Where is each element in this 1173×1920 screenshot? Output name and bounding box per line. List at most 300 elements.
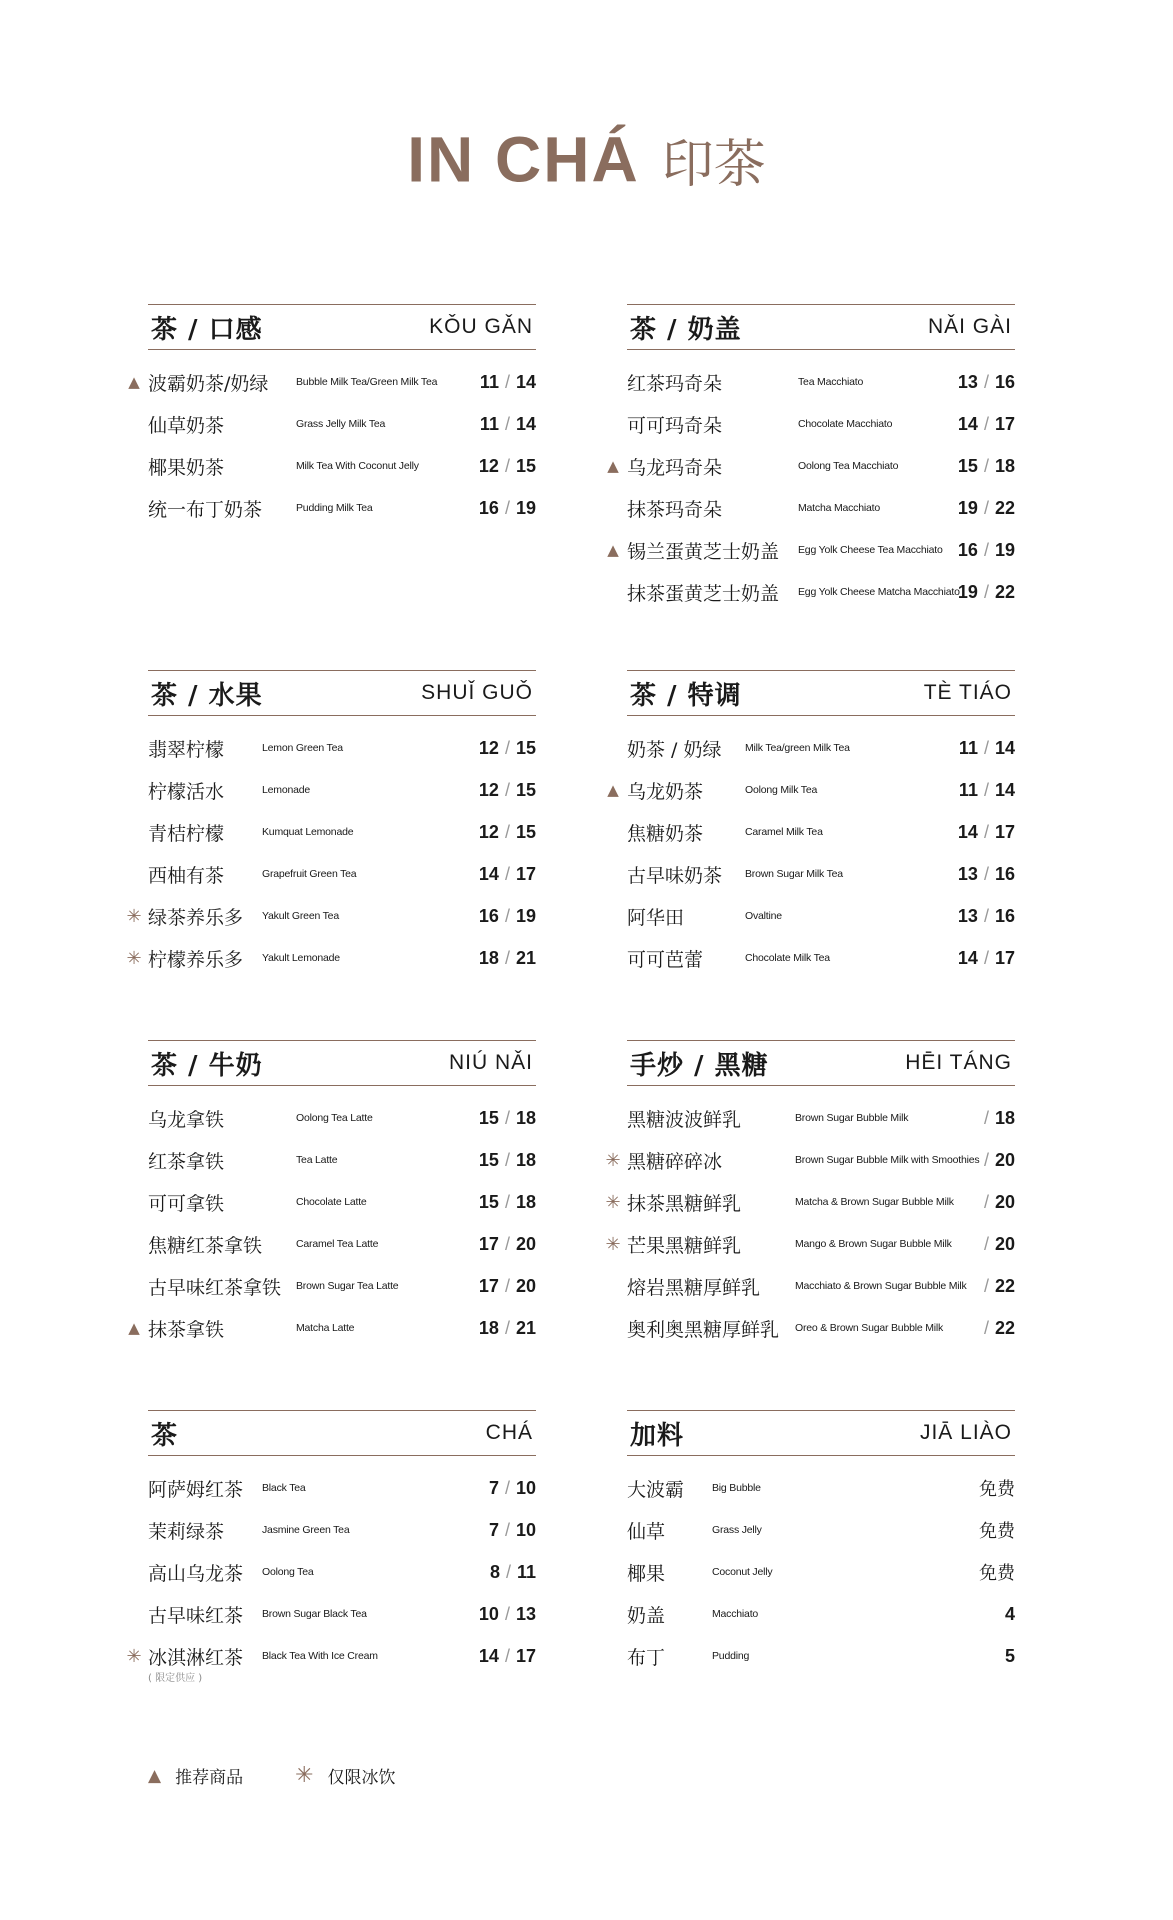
item-name-zh: 抹茶蛋黄芝士奶盖 [627, 582, 780, 605]
price-large: 14 [515, 413, 536, 434]
item-name-zh: 古早味红茶拿铁 [148, 1276, 282, 1299]
price-separator: / [504, 905, 510, 926]
menu-section [128, 1040, 536, 1349]
ice-only-icon: ✳ [605, 1233, 621, 1255]
price-separator: / [504, 821, 510, 842]
item-name-en: Bubble Milk Tea/Green Milk Tea [296, 376, 438, 388]
price-large: 14 [515, 371, 536, 392]
menu-item [627, 1467, 1015, 1509]
item-name-zh: 奶茶 / 奶绿 [627, 738, 722, 761]
menu-section [607, 304, 1015, 613]
item-name-en: Big Bubble [712, 1482, 761, 1494]
section-pinyin: JIĀ LIÀO [919, 1421, 1012, 1444]
ice-only-icon: ✳ [126, 947, 142, 969]
price-large: 18 [515, 1191, 536, 1212]
item-price [958, 540, 1015, 561]
item-note: ( 限定供应 ) [148, 1673, 203, 1684]
menu-item [148, 1509, 536, 1551]
item-name-en: Coconut Jelly [712, 1566, 773, 1578]
item-name-en: Black Tea With Ice Cream [262, 1650, 378, 1662]
price-regular: 12 [478, 821, 499, 842]
menu-item [148, 1467, 536, 1509]
item-name-en: Grass Jelly Milk Tea [296, 418, 386, 430]
menu-item [627, 487, 1015, 529]
price-regular: 14 [957, 947, 978, 968]
item-name-en: Oolong Tea [262, 1566, 314, 1578]
item-name-zh: 古早味红茶 [148, 1604, 244, 1627]
price-separator: / [983, 1107, 989, 1128]
item-price [958, 456, 1015, 477]
menu-item [148, 487, 536, 529]
price-separator: / [505, 1561, 511, 1582]
price-separator: / [983, 821, 989, 842]
price-regular: 11 [479, 371, 499, 392]
section-title: 茶 / 特调 [630, 680, 742, 711]
price-separator: / [983, 455, 989, 476]
item-name-en: Grapefruit Green Tea [262, 868, 357, 880]
menu-section [128, 304, 536, 529]
price-separator: / [504, 947, 510, 968]
price-large: 10 [515, 1477, 536, 1498]
recommended-icon: ▲ [607, 457, 619, 475]
menu-item [605, 1181, 1015, 1223]
item-name-zh: 可可拿铁 [148, 1192, 225, 1215]
item-name-en: Tea Macchiato [798, 376, 864, 388]
price-regular: 14 [478, 863, 499, 884]
recommended-icon: ▲ [148, 1765, 162, 1786]
price-large: 20 [994, 1233, 1015, 1254]
price-regular: 14 [957, 413, 978, 434]
menu-item [148, 811, 536, 853]
item-price [958, 582, 1015, 603]
item-name-zh: 柠檬养乐多 [148, 948, 244, 971]
price-separator: / [504, 1603, 510, 1624]
item-price [490, 1562, 536, 1583]
item-name-en: Milk Tea With Coconut Jelly [296, 460, 419, 472]
item-name-en: Brown Sugar Bubble Milk [795, 1112, 909, 1124]
item-price [978, 1108, 1015, 1129]
price-regular: 13 [957, 863, 978, 884]
menu-item [627, 361, 1015, 403]
price-separator: / [983, 737, 989, 758]
price-large: 22 [994, 1317, 1015, 1338]
price-separator: / [983, 413, 989, 434]
item-name-zh: 抹茶黑糖鲜乳 [627, 1192, 742, 1215]
item-name-en: Matcha Macchiato [798, 502, 881, 514]
item-price [978, 1150, 1015, 1171]
item-name-en: Yakult Green Tea [262, 910, 339, 922]
item-price [958, 906, 1015, 927]
section-pinyin: CHÁ [485, 1421, 533, 1444]
price-large: 21 [515, 947, 536, 968]
price-large: 22 [994, 497, 1015, 518]
item-name-en: Macchiato [712, 1608, 759, 1620]
item-price [959, 780, 1015, 801]
item-price: 免费 [979, 1521, 1015, 1542]
menu-item [126, 895, 536, 937]
price-regular: 18 [478, 1317, 499, 1338]
menu-item [605, 1139, 1015, 1181]
menu-item [148, 1223, 536, 1265]
item-name-zh: 布丁 [627, 1646, 666, 1669]
section-pinyin: KǑU GǍN [429, 315, 533, 338]
item-name-zh: 冰淇淋红茶 [148, 1646, 244, 1669]
item-name-en: Pudding [712, 1650, 750, 1662]
price-large: 22 [994, 1275, 1015, 1296]
item-name-en: Tea Latte [296, 1154, 338, 1166]
menu-section [627, 1410, 1015, 1677]
item-price: 免费 [979, 1563, 1015, 1584]
item-name-en: Chocolate Macchiato [798, 418, 893, 430]
item-name-en: Ovaltine [745, 910, 782, 922]
price-large: 22 [994, 581, 1015, 602]
section-pinyin: TÈ TIÁO [923, 681, 1012, 704]
price-large: 18 [515, 1149, 536, 1170]
menu-item [605, 1223, 1015, 1265]
item-name-zh: 红茶玛奇朵 [627, 372, 723, 395]
item-price [959, 738, 1015, 759]
item-price [958, 948, 1015, 969]
price-regular: 11 [958, 779, 978, 800]
item-price [479, 822, 536, 843]
price-separator: / [983, 947, 989, 968]
item-name-en: Oolong Milk Tea [745, 784, 818, 796]
section-header [148, 304, 536, 350]
price-separator: / [504, 863, 510, 884]
item-name-zh: 仙草 [627, 1520, 666, 1543]
price-separator: / [983, 1317, 989, 1338]
legend-item [295, 1763, 395, 1788]
menu-item [148, 1097, 536, 1139]
item-name-zh: 乌龙奶茶 [627, 780, 704, 803]
item-price [978, 1192, 1015, 1213]
price-large: 13 [515, 1603, 536, 1624]
item-name-zh: 绿茶养乐多 [148, 906, 244, 929]
price-separator: / [504, 1519, 510, 1540]
item-name-zh: 古早味奶茶 [627, 864, 723, 887]
price-large: 10 [515, 1519, 536, 1540]
price-separator: / [504, 1645, 510, 1666]
item-name-zh: 翡翠柠檬 [148, 738, 225, 761]
item-price [479, 456, 536, 477]
price-separator: / [983, 905, 989, 926]
item-name-en: Caramel Milk Tea [745, 826, 823, 838]
item-name-zh: 阿萨姆红茶 [148, 1478, 244, 1501]
menu-item [148, 403, 536, 445]
item-price [489, 1520, 536, 1541]
item-price [480, 414, 536, 435]
item-price [479, 1604, 536, 1625]
item-name-en: Lemonade [262, 784, 311, 796]
item-price [479, 906, 536, 927]
price-regular: 14 [478, 1645, 499, 1666]
item-name-en: Egg Yolk Cheese Tea Macchiato [798, 544, 943, 556]
price-regular: 16 [957, 539, 978, 560]
item-name-en: Pudding Milk Tea [296, 502, 373, 514]
menu-section [607, 670, 1015, 979]
item-name-en: Chocolate Milk Tea [745, 952, 830, 964]
item-price [958, 498, 1015, 519]
item-name-en: Grass Jelly [712, 1524, 762, 1536]
menu-item [627, 1509, 1015, 1551]
price-separator: / [983, 539, 989, 560]
price-separator: / [504, 737, 510, 758]
price-large: 17 [994, 413, 1015, 434]
menu-item [148, 1551, 536, 1593]
item-name-en: Lemon Green Tea [262, 742, 343, 754]
item-name-zh: 芒果黑糖鲜乳 [627, 1234, 742, 1257]
section-header [627, 670, 1015, 716]
item-name-en: Caramel Tea Latte [296, 1238, 379, 1250]
price-separator: / [504, 779, 510, 800]
price-large: 19 [515, 497, 536, 518]
price-separator: / [983, 581, 989, 602]
item-price [479, 1150, 536, 1171]
ice-only-icon: ✳ [126, 1645, 142, 1667]
price-regular: 17 [478, 1275, 499, 1296]
item-price [489, 1478, 536, 1499]
menu-item [148, 1593, 536, 1635]
price-large: 20 [515, 1233, 536, 1254]
item-name-zh: 奶盖 [627, 1604, 666, 1627]
menu-item [627, 1307, 1015, 1349]
menu-item [128, 361, 536, 403]
section-header [148, 670, 536, 716]
price-regular: 13 [957, 371, 978, 392]
item-name-en: Egg Yolk Cheese Matcha Macchiato [798, 586, 960, 598]
price-separator: / [983, 497, 989, 518]
menu-item [627, 571, 1015, 613]
item-name-zh: 统一布丁奶茶 [148, 498, 263, 521]
recommended-icon: ▲ [128, 1319, 140, 1337]
item-price: 5 [1004, 1645, 1015, 1666]
price-separator: / [983, 1191, 989, 1212]
price-separator: / [504, 1233, 510, 1254]
item-price [479, 780, 536, 801]
brand-logo [0, 122, 1173, 197]
price-regular: 14 [957, 821, 978, 842]
menu-item [627, 811, 1015, 853]
menu-item [627, 853, 1015, 895]
item-name-zh: 西柚有茶 [148, 864, 225, 887]
menu-item [148, 727, 536, 769]
ice-only-icon: ✳ [605, 1191, 621, 1213]
section-pinyin: HĒI TÁNG [905, 1051, 1012, 1074]
price-separator: / [983, 1275, 989, 1296]
section-title: 茶 [151, 1420, 179, 1451]
price-large: 14 [994, 737, 1015, 758]
item-name-zh: 抹茶玛奇朵 [627, 498, 723, 521]
item-price: 4 [1004, 1603, 1015, 1624]
item-name-zh: 黑糖波波鲜乳 [627, 1108, 742, 1131]
price-separator: / [983, 779, 989, 800]
item-name-zh: 焦糖奶茶 [627, 822, 704, 845]
price-large: 15 [515, 779, 536, 800]
section-title: 茶 / 牛奶 [151, 1050, 263, 1081]
section-pinyin: NIÚ NǍI [448, 1051, 533, 1074]
item-name-zh: 仙草奶茶 [148, 414, 225, 437]
ice-only-icon: ✳ [605, 1149, 621, 1171]
price-separator: / [983, 1233, 989, 1254]
menu-section [605, 1040, 1015, 1349]
price-regular: 16 [478, 905, 499, 926]
item-name-en: Oolong Tea Macchiato [798, 460, 899, 472]
logo-cjk: 印茶 [661, 135, 766, 195]
price-regular: 15 [478, 1149, 499, 1170]
price-regular: 19 [957, 497, 978, 518]
item-price [958, 822, 1015, 843]
item-name-zh: 高山乌龙茶 [148, 1562, 244, 1585]
item-name-zh: 可可芭蕾 [627, 948, 704, 971]
price-large: 19 [515, 905, 536, 926]
menu-item [627, 937, 1015, 979]
price-regular: 15 [478, 1191, 499, 1212]
item-price [978, 1276, 1015, 1297]
price-large: 16 [994, 863, 1015, 884]
item-price [479, 1276, 536, 1297]
item-name-zh: 焦糖红茶拿铁 [148, 1234, 263, 1257]
menu-item [627, 1265, 1015, 1307]
logo-latin: IN CHÁ [407, 123, 640, 196]
item-name-zh: 椰果 [627, 1562, 666, 1585]
item-name-en: Matcha Latte [296, 1322, 355, 1334]
item-name-zh: 熔岩黑糖厚鲜乳 [627, 1276, 761, 1299]
item-name-en: Brown Sugar Milk Tea [745, 868, 843, 880]
ice-only-icon: ✳ [126, 905, 142, 927]
menu-item [126, 1635, 536, 1684]
price-separator: / [504, 1317, 510, 1338]
item-price [480, 372, 536, 393]
item-name-zh: 抹茶拿铁 [148, 1318, 225, 1341]
menu-item [148, 1139, 536, 1181]
item-price [958, 372, 1015, 393]
price-regular: 15 [957, 455, 978, 476]
menu-item [607, 529, 1015, 571]
menu-item [627, 403, 1015, 445]
menu-item [607, 445, 1015, 487]
item-name-en: Mango & Brown Sugar Bubble Milk [795, 1238, 952, 1250]
price-large: 11 [516, 1561, 536, 1582]
item-price [479, 1192, 536, 1213]
item-name-en: Macchiato & Brown Sugar Bubble Milk [795, 1280, 967, 1292]
item-name-zh: 黑糖碎碎冰 [627, 1150, 723, 1173]
price-regular: 11 [479, 413, 499, 434]
item-name-zh: 乌龙玛奇朵 [627, 456, 723, 479]
price-large: 20 [994, 1149, 1015, 1170]
menu-section [126, 670, 536, 979]
item-name-en: Kumquat Lemonade [262, 826, 354, 838]
section-title: 茶 / 口感 [151, 314, 263, 345]
item-name-zh: 乌龙拿铁 [148, 1108, 225, 1131]
price-regular: 13 [957, 905, 978, 926]
section-title: 茶 / 奶盖 [630, 314, 742, 345]
item-price [958, 864, 1015, 885]
price-regular: 15 [478, 1107, 499, 1128]
price-separator: / [504, 1477, 510, 1498]
price-regular: 7 [488, 1477, 499, 1498]
section-title: 茶 / 水果 [151, 680, 263, 711]
price-large: 21 [515, 1317, 536, 1338]
price-separator: / [504, 455, 510, 476]
price-large: 15 [515, 455, 536, 476]
price-regular: 19 [957, 581, 978, 602]
legend-item [148, 1763, 243, 1788]
section-pinyin: NǍI GÀI [927, 315, 1012, 338]
price-separator: / [504, 413, 510, 434]
price-large: 17 [994, 821, 1015, 842]
price-regular: 7 [488, 1519, 499, 1540]
item-name-en: Brown Sugar Bubble Milk with Smoothies [795, 1154, 980, 1166]
section-header [627, 1040, 1015, 1086]
item-name-zh: 波霸奶茶/奶绿 [148, 372, 269, 395]
price-large: 19 [994, 539, 1015, 560]
item-name-en: Chocolate Latte [296, 1196, 367, 1208]
price-large: 18 [994, 455, 1015, 476]
item-name-en: Yakult Lemonade [262, 952, 340, 964]
item-name-en: Black Tea [262, 1482, 306, 1494]
item-price: 免费 [979, 1479, 1015, 1500]
section-header [148, 1410, 536, 1456]
menu-item [627, 1097, 1015, 1139]
item-name-en: Brown Sugar Tea Latte [296, 1280, 399, 1292]
item-name-zh: 茉莉绿茶 [148, 1520, 225, 1543]
section-header [627, 1410, 1015, 1456]
price-regular: 12 [478, 455, 499, 476]
recommended-icon: ▲ [607, 781, 619, 799]
menu-section [126, 1410, 536, 1684]
price-separator: / [504, 1191, 510, 1212]
price-large: 17 [515, 1645, 536, 1666]
item-price [958, 414, 1015, 435]
item-price [479, 1318, 536, 1339]
item-name-zh: 青桔柠檬 [148, 822, 225, 845]
price-separator: / [504, 1107, 510, 1128]
price-regular: 12 [478, 779, 499, 800]
price-large: 16 [994, 905, 1015, 926]
price-separator: / [983, 1149, 989, 1170]
item-price [479, 738, 536, 759]
price-large: 16 [994, 371, 1015, 392]
recommended-icon: ▲ [128, 373, 140, 391]
item-price [479, 498, 536, 519]
price-separator: / [504, 1275, 510, 1296]
menu-item [627, 895, 1015, 937]
menu-item [607, 769, 1015, 811]
menu-item [627, 1593, 1015, 1635]
item-name-zh: 红茶拿铁 [148, 1150, 225, 1173]
price-large: 15 [515, 821, 536, 842]
price-regular: 10 [478, 1603, 499, 1624]
item-name-en: Jasmine Green Tea [262, 1524, 350, 1536]
price-regular: 8 [489, 1561, 500, 1582]
menu-item [128, 1307, 536, 1349]
menu-item [627, 1551, 1015, 1593]
price-large: 17 [994, 947, 1015, 968]
item-price [479, 864, 536, 885]
item-price [479, 1646, 536, 1667]
item-price [978, 1234, 1015, 1255]
item-name-zh: 锡兰蛋黄芝士奶盖 [627, 540, 780, 563]
legend-label: 仅限冰饮 [327, 1768, 396, 1788]
item-name-en: Matcha & Brown Sugar Bubble Milk [795, 1196, 954, 1208]
menu-item [126, 937, 536, 979]
item-name-zh: 椰果奶茶 [148, 456, 225, 479]
item-name-en: Milk Tea/green Milk Tea [745, 742, 850, 754]
item-name-zh: 大波霸 [627, 1478, 685, 1501]
menu-item [627, 1635, 1015, 1677]
legend [148, 1763, 448, 1788]
price-regular: 16 [478, 497, 499, 518]
